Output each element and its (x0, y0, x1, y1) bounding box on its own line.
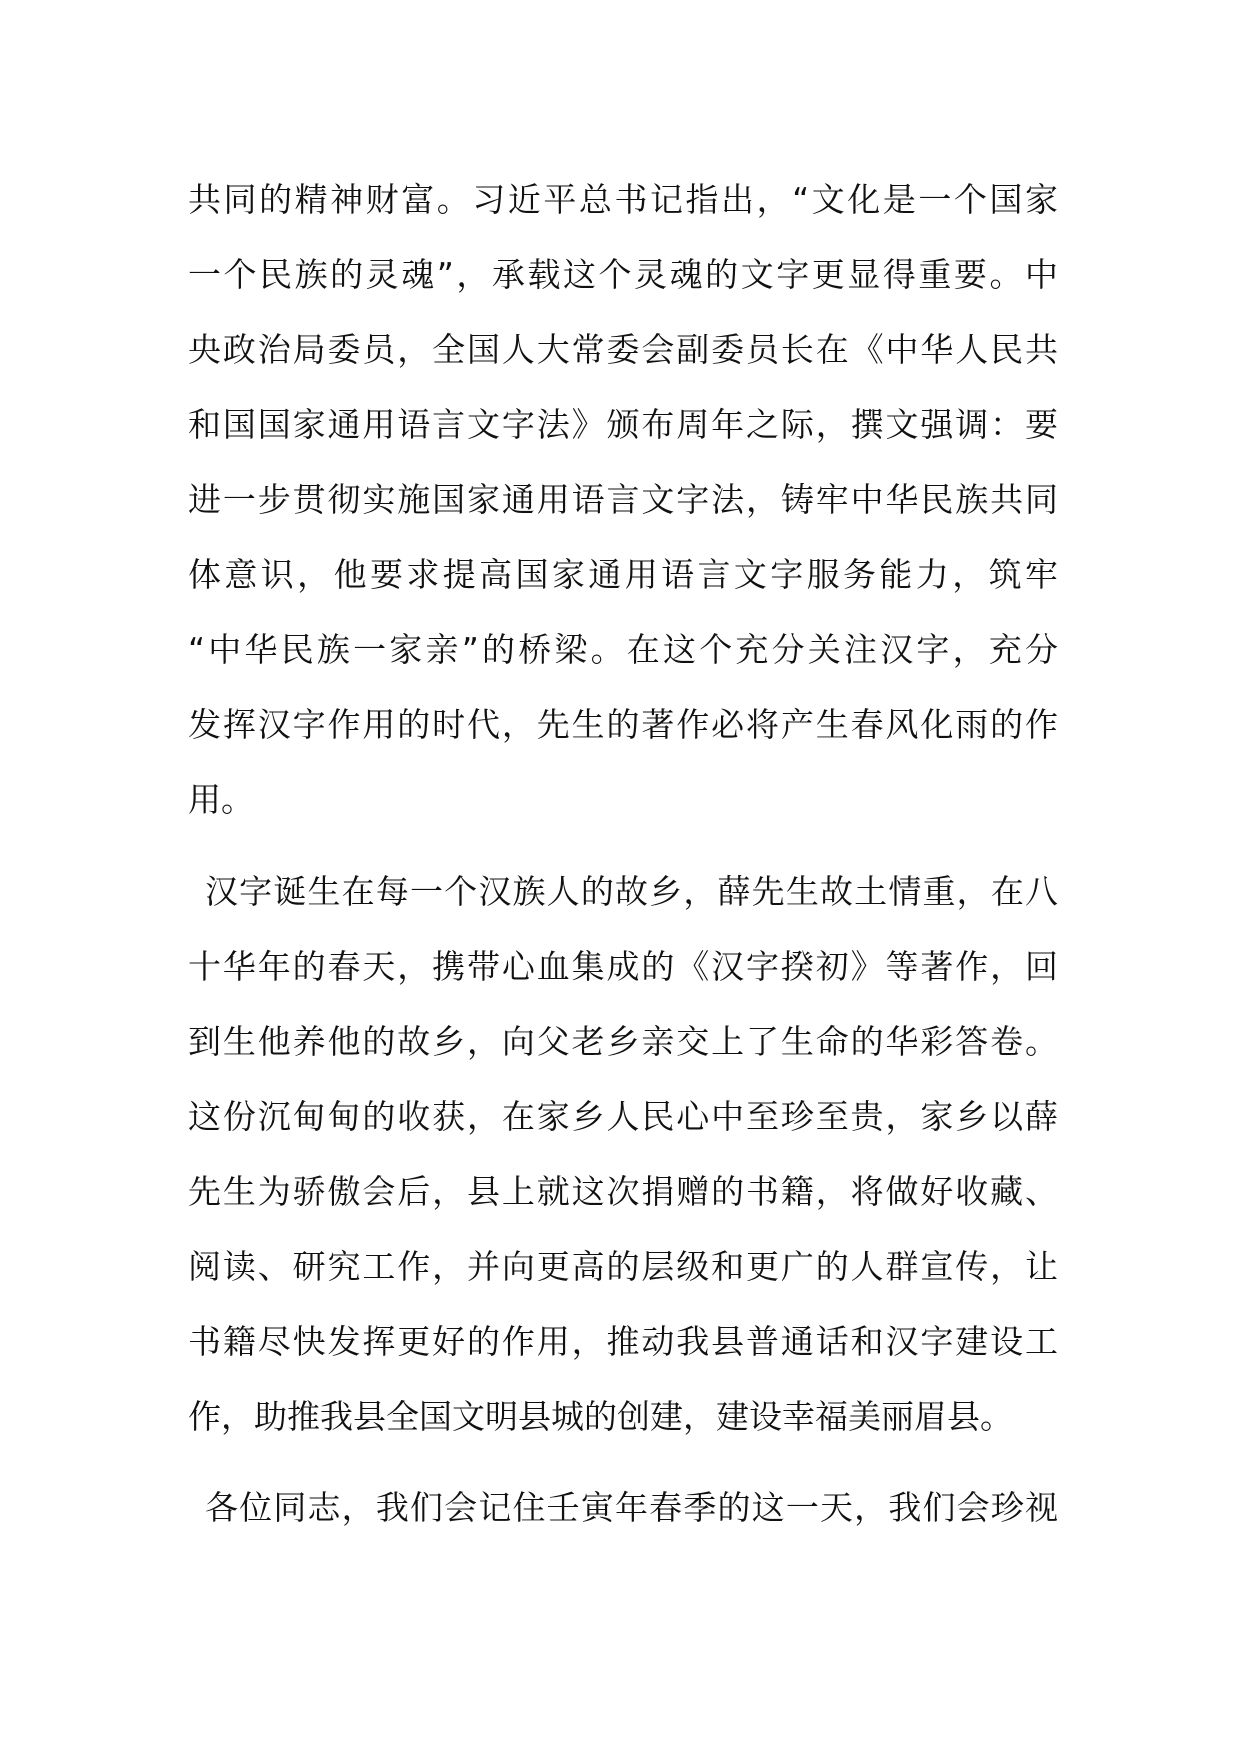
text-line: 发挥汉字作用的时代，先生的著作必将产生春风化雨的作 (188, 705, 1058, 744)
text-line: 这份沉甸甸的收获，在家乡人民心中至珍至贵，家乡以薛 (188, 1097, 1058, 1136)
text-line: 到生他养他的故乡，向父老乡亲交上了生命的华彩答卷。 (188, 1022, 1058, 1061)
text-line: 汉字诞生在每一个汉族人的故乡，薛先生故土情重，在八 (205, 872, 1058, 911)
text-line: 阅读、研究工作，并向更高的层级和更广的人群宣传，让 (188, 1247, 1058, 1286)
text-line: 体意识，他要求提高国家通用语言文字服务能力，筑牢 (188, 555, 1058, 594)
text-line: 进一步贯彻实施国家通用语言文字法，铸牢中华民族共同 (188, 480, 1058, 519)
text-line: 共同的精神财富。习近平总书记指出，“文化是一个国家 (188, 180, 1058, 219)
text-line: 书籍尽快发挥更好的作用，推动我县普通话和汉字建设工 (188, 1322, 1058, 1361)
paragraph-3 (188, 1470, 1058, 1545)
text-line: 十华年的春天，携带心血集成的《汉字揆初》等著作，回 (188, 947, 1058, 986)
text-line: 央政治局委员，全国人大常委会副委员长在《中华人民共 (188, 330, 1058, 369)
text-line: 先生为骄傲会后，县上就这次捐赠的书籍，将做好收藏、 (188, 1172, 1058, 1211)
text-line: “中华民族一家亲”的桥梁。在这个充分关注汉字，充分 (188, 630, 1058, 669)
text-line: 一个民族的灵魂”，承载这个灵魂的文字更显得重要。中 (188, 255, 1058, 294)
text-line: 和国国家通用语言文字法》颁布周年之际，撰文强调：要 (188, 405, 1058, 444)
text-line: 作，助推我县全国文明县城的创建，建设幸福美丽眉县。 (188, 1397, 1013, 1436)
text-line: 用。 (188, 780, 254, 819)
paragraph-2 (188, 854, 1058, 1454)
paragraph-1 (188, 162, 1058, 837)
text-line: 各位同志，我们会记住壬寅年春季的这一天，我们会珍视 (205, 1488, 1058, 1527)
